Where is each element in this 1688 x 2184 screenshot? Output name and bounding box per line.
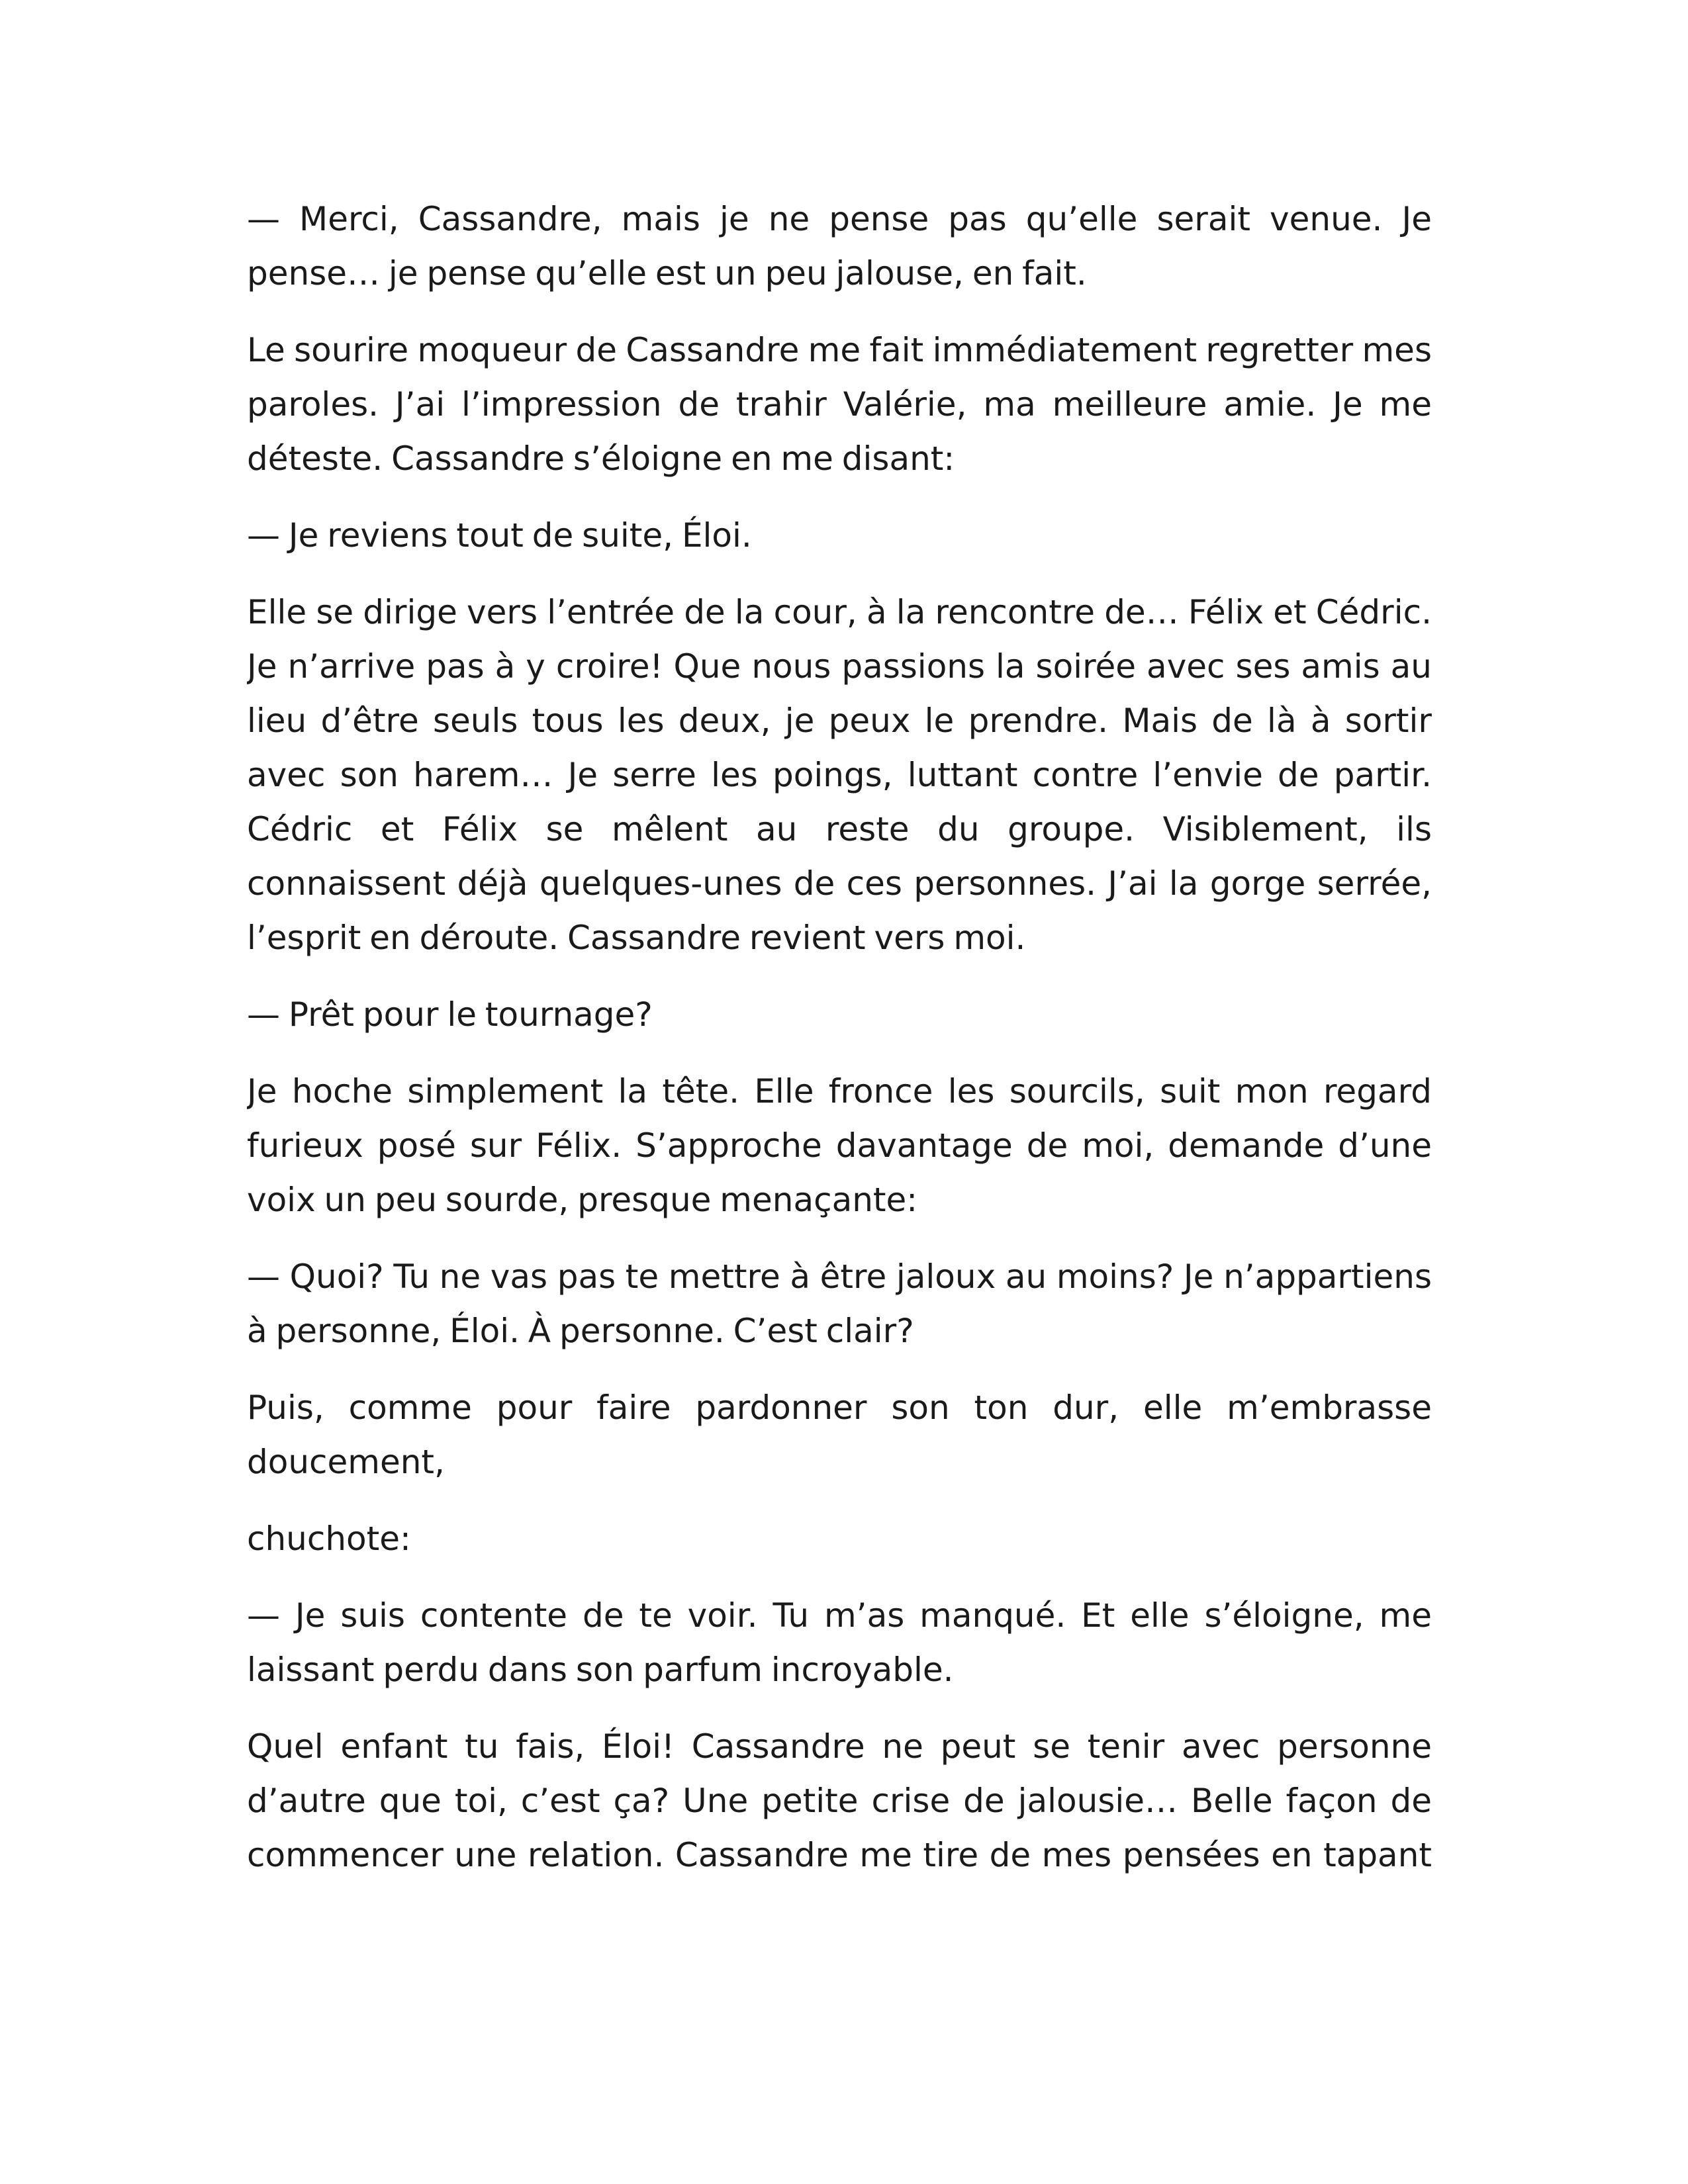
paragraph: — Je reviens tout de suite, Éloi. — [247, 516, 752, 555]
paragraph: Je hoche simplement la tête. Elle fronce les sourcils, suit mon regard furieux posé sur Félix. S’approche davantage de moi, demande d’une voix un peu sourde, presque menaçante: — [247, 1072, 1432, 1219]
paragraph: — Quoi? Tu ne vas pas te mettre à être jaloux au moins? Je n’appartiens à personne, Éloi. À personne. C’est clair? — [247, 1257, 1432, 1350]
paragraph: Puis, comme pour faire pardonner son ton dur, elle m’embrasse doucement, — [247, 1388, 1432, 1481]
paragraph: — Merci, Cassandre, mais je ne pense pas qu’elle serait venue. Je pense… je pense qu’elle est un peu jalouse, en fait. — [247, 200, 1432, 293]
paragraph: — Je suis contente de te voir. Tu m’as manqué. Et elle s’éloigne, me laissant perdu dans son parfum incroyable. — [247, 1596, 1432, 1689]
paragraph: — Prêt pour le tournage? — [247, 995, 653, 1034]
paragraph: chuchote: — [247, 1520, 411, 1558]
paragraph: Elle se dirige vers l’entrée de la cour, à la rencontre de… Félix et Cédric. Je n’arrive pas à y croire! Que nous passions la soirée avec ses amis au lieu d’être seuls tous les deux, je peux le prendre. Mais de là à sortir avec son harem… Je serre les poings, luttant contre l’envie de partir. Cédric et Félix se mêlent au reste du groupe. Visiblement, ils connaissent déjà quelques-unes de ces personnes. J’ai la gorge serrée, l’esprit en déroute. Cassandre revient vers moi. — [247, 593, 1432, 957]
paragraph: Le sourire moqueur de Cassandre me fait immédiatement regretter mes paroles. J’ai l’impression de trahir Valérie, ma meilleure amie. Je me déteste. Cassandre s’éloigne en me disant: — [247, 331, 1432, 478]
paragraph: Quel enfant tu fais, Éloi! Cassandre ne peut se tenir avec personne d’autre que toi, c’est ça? Une petite crise de jalousie… Belle façon de commencer une relation. Cassandre me tire de mes pensées en tapant — [247, 1727, 1432, 1874]
document-page — [247, 192, 1432, 1979]
